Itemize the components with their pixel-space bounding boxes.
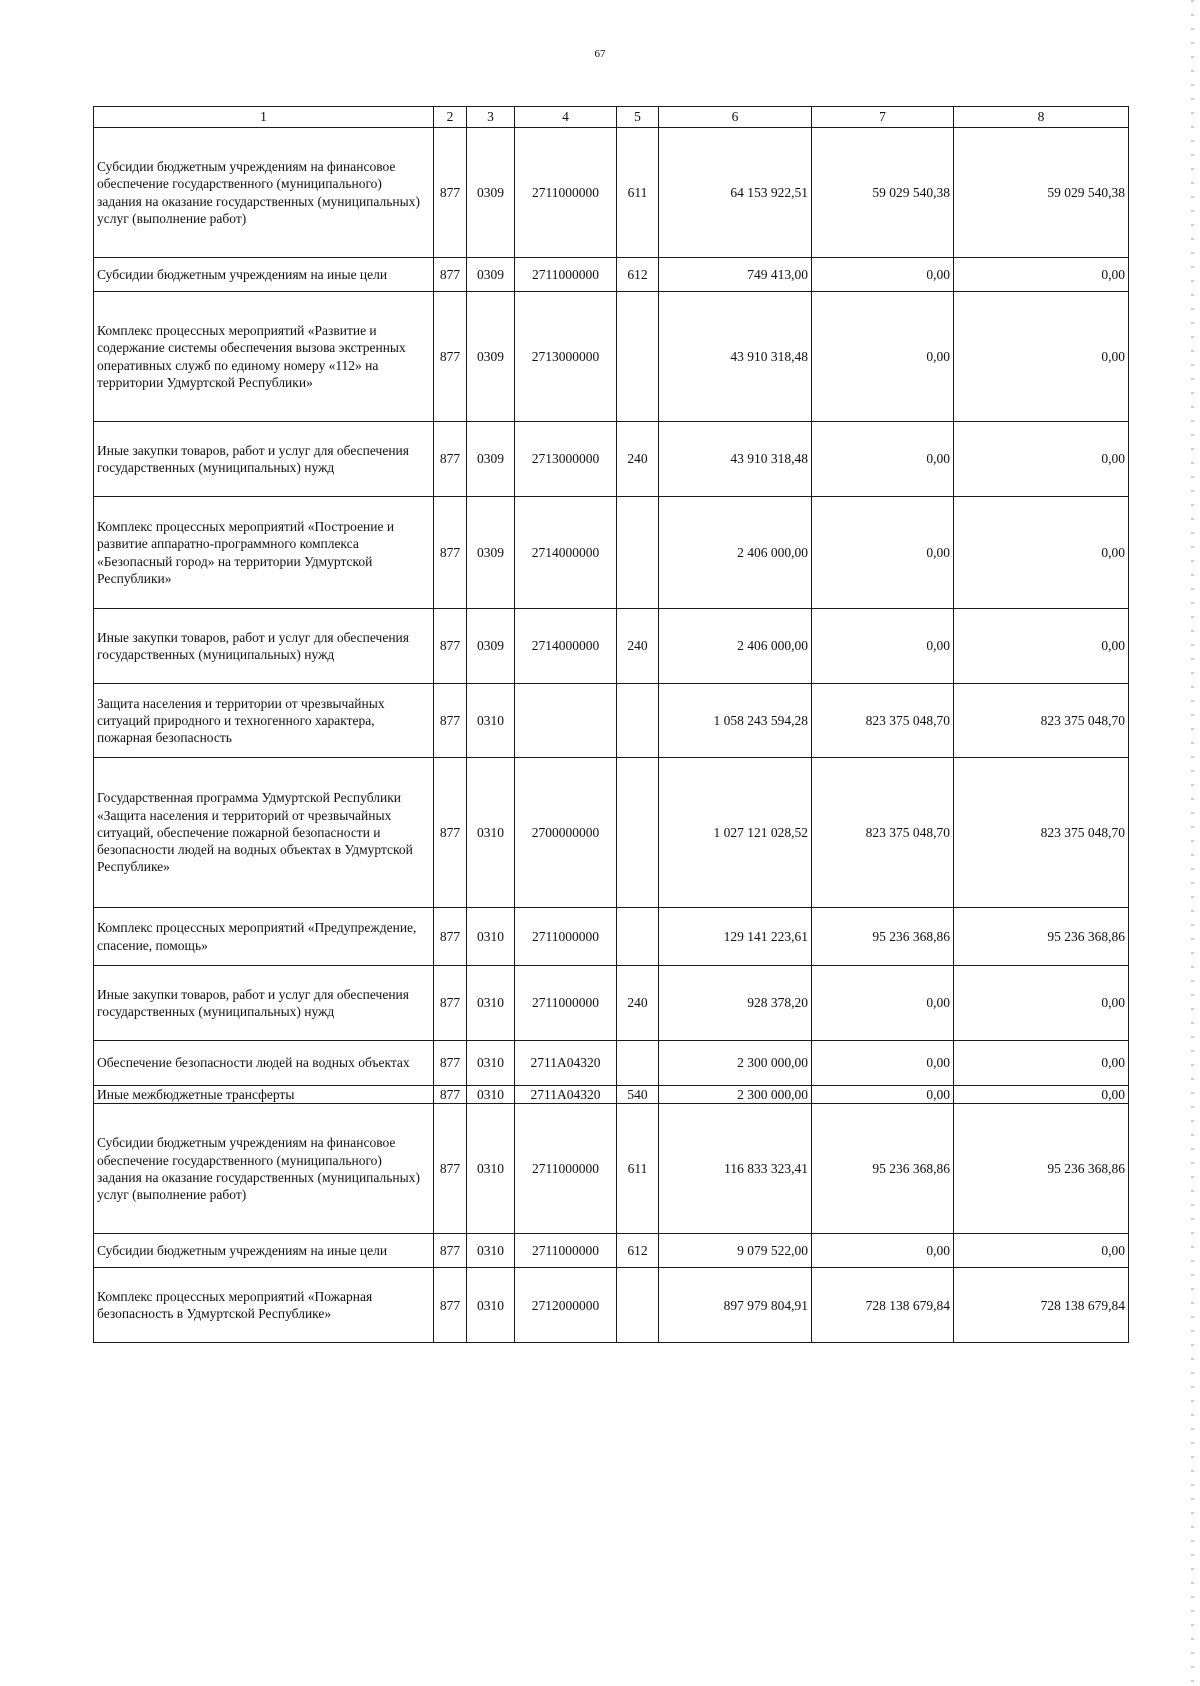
cell-expense-type: 612 [617, 1234, 659, 1268]
cell-amount-col8: 59 029 540,38 [954, 128, 1129, 258]
table-row [94, 966, 1129, 1041]
cell-section-code: 0310 [467, 684, 515, 758]
cell-amount-col8: 728 138 679,84 [954, 1268, 1129, 1343]
cell-section-code: 0309 [467, 292, 515, 422]
cell-amount-col8: 95 236 368,86 [954, 1104, 1129, 1234]
cell-amount-col8: 0,00 [954, 1086, 1129, 1104]
cell-amount-col7: 0,00 [812, 422, 954, 497]
cell-ministry-code: 877 [434, 258, 467, 292]
cell-ministry-code: 877 [434, 1268, 467, 1343]
table-body [94, 128, 1129, 1343]
header-col-2: 2 [434, 107, 467, 128]
cell-amount-col7: 0,00 [812, 258, 954, 292]
cell-amount-col8: 0,00 [954, 497, 1129, 609]
cell-amount-col7: 0,00 [812, 497, 954, 609]
row-name: Иные закупки товаров, работ и услуг для обеспечения государственных (муниципальных) нужд [94, 966, 434, 1041]
cell-ministry-code: 877 [434, 684, 467, 758]
cell-expense-type [617, 1268, 659, 1343]
cell-expense-type: 240 [617, 422, 659, 497]
cell-ministry-code: 877 [434, 908, 467, 966]
cell-target-article: 2713000000 [515, 292, 617, 422]
cell-amount-col7: 0,00 [812, 1234, 954, 1268]
cell-amount-col6: 64 153 922,51 [659, 128, 812, 258]
row-name: Иные закупки товаров, работ и услуг для обеспечения государственных (муниципальных) нужд [94, 609, 434, 684]
table-row [94, 128, 1129, 258]
cell-expense-type [617, 758, 659, 908]
header-col-4: 4 [515, 107, 617, 128]
cell-amount-col6: 749 413,00 [659, 258, 812, 292]
table-row [94, 292, 1129, 422]
cell-amount-col6: 928 378,20 [659, 966, 812, 1041]
cell-section-code: 0310 [467, 1234, 515, 1268]
cell-target-article: 2712000000 [515, 1268, 617, 1343]
cell-amount-col6: 2 406 000,00 [659, 609, 812, 684]
cell-ministry-code: 877 [434, 497, 467, 609]
cell-amount-col6: 116 833 323,41 [659, 1104, 812, 1234]
cell-section-code: 0310 [467, 1086, 515, 1104]
row-name: Комплекс процессных мероприятий «Построение и развитие аппаратно-программного комплекса «Безопасный город» на территории Удмуртской Республики» [94, 497, 434, 609]
cell-target-article: 2714000000 [515, 497, 617, 609]
cell-amount-col7: 823 375 048,70 [812, 684, 954, 758]
cell-amount-col6: 2 300 000,00 [659, 1086, 812, 1104]
cell-section-code: 0310 [467, 1104, 515, 1234]
cell-ministry-code: 877 [434, 1234, 467, 1268]
cell-target-article: 2711А04320 [515, 1086, 617, 1104]
header-col-5: 5 [617, 107, 659, 128]
row-name: Защита населения и территории от чрезвычайных ситуаций природного и техногенного характера, пожарная безопасность [94, 684, 434, 758]
cell-amount-col8: 0,00 [954, 1234, 1129, 1268]
cell-amount-col7: 0,00 [812, 292, 954, 422]
cell-section-code: 0309 [467, 258, 515, 292]
cell-amount-col8: 0,00 [954, 258, 1129, 292]
table-row [94, 1104, 1129, 1234]
row-name: Субсидии бюджетным учреждениям на иные цели [94, 258, 434, 292]
cell-expense-type [617, 292, 659, 422]
cell-ministry-code: 877 [434, 609, 467, 684]
row-name: Субсидии бюджетным учреждениям на финансовое обеспечение государственного (муниципального) задания на оказание государственных (муниципальных) услуг (выполнение работ) [94, 128, 434, 258]
cell-expense-type: 611 [617, 128, 659, 258]
cell-amount-col8: 823 375 048,70 [954, 684, 1129, 758]
cell-amount-col6: 43 910 318,48 [659, 292, 812, 422]
cell-amount-col8: 0,00 [954, 422, 1129, 497]
table-row [94, 609, 1129, 684]
cell-expense-type [617, 908, 659, 966]
row-name: Комплекс процессных мероприятий «Пожарная безопасность в Удмуртской Республике» [94, 1268, 434, 1343]
table-row [94, 422, 1129, 497]
row-name: Обеспечение безопасности людей на водных объектах [94, 1041, 434, 1086]
cell-section-code: 0309 [467, 609, 515, 684]
table-row [94, 908, 1129, 966]
budget-table [93, 106, 1129, 1343]
cell-expense-type: 240 [617, 609, 659, 684]
cell-amount-col6: 2 406 000,00 [659, 497, 812, 609]
header-col-1: 1 [94, 107, 434, 128]
header-col-7: 7 [812, 107, 954, 128]
row-name: Субсидии бюджетным учреждениям на иные цели [94, 1234, 434, 1268]
cell-expense-type: 612 [617, 258, 659, 292]
cell-amount-col7: 728 138 679,84 [812, 1268, 954, 1343]
header-col-3: 3 [467, 107, 515, 128]
cell-amount-col7: 0,00 [812, 1086, 954, 1104]
cell-expense-type [617, 1041, 659, 1086]
table-row [94, 1234, 1129, 1268]
table-row [94, 1041, 1129, 1086]
cell-target-article: 2713000000 [515, 422, 617, 497]
table-row [94, 684, 1129, 758]
cell-section-code: 0310 [467, 1268, 515, 1343]
row-name: Субсидии бюджетным учреждениям на финансовое обеспечение государственного (муниципального) задания на оказание государственных (муниципальных) услуг (выполнение работ) [94, 1104, 434, 1234]
cell-amount-col6: 897 979 804,91 [659, 1268, 812, 1343]
cell-expense-type: 611 [617, 1104, 659, 1234]
cell-section-code: 0309 [467, 128, 515, 258]
cell-expense-type: 540 [617, 1086, 659, 1104]
cell-ministry-code: 877 [434, 128, 467, 258]
cell-amount-col8: 0,00 [954, 966, 1129, 1041]
header-row [94, 107, 1129, 128]
cell-ministry-code: 877 [434, 1104, 467, 1234]
cell-ministry-code: 877 [434, 758, 467, 908]
cell-section-code: 0310 [467, 908, 515, 966]
cell-amount-col7: 0,00 [812, 609, 954, 684]
cell-amount-col7: 823 375 048,70 [812, 758, 954, 908]
cell-amount-col8: 823 375 048,70 [954, 758, 1129, 908]
row-name: Комплекс процессных мероприятий «Развитие и содержание системы обеспечения вызова экстренных оперативных служб по единому номеру «112» на территории Удмуртской Республики» [94, 292, 434, 422]
row-name: Комплекс процессных мероприятий «Предупреждение, спасение, помощь» [94, 908, 434, 966]
cell-target-article: 2711000000 [515, 1104, 617, 1234]
table-row [94, 497, 1129, 609]
header-col-8: 8 [954, 107, 1129, 128]
cell-amount-col7: 0,00 [812, 1041, 954, 1086]
cell-ministry-code: 877 [434, 966, 467, 1041]
cell-amount-col6: 1 058 243 594,28 [659, 684, 812, 758]
cell-amount-col6: 1 027 121 028,52 [659, 758, 812, 908]
cell-section-code: 0309 [467, 497, 515, 609]
cell-ministry-code: 877 [434, 1086, 467, 1104]
table-row [94, 258, 1129, 292]
cell-ministry-code: 877 [434, 422, 467, 497]
cell-expense-type [617, 497, 659, 609]
cell-target-article: 2711000000 [515, 908, 617, 966]
table-row [94, 1086, 1129, 1104]
scan-edge-artifact [1191, 0, 1194, 1686]
page-number: 67 [594, 48, 606, 60]
cell-target-article: 2711А04320 [515, 1041, 617, 1086]
cell-amount-col8: 95 236 368,86 [954, 908, 1129, 966]
cell-amount-col7: 59 029 540,38 [812, 128, 954, 258]
cell-expense-type [617, 684, 659, 758]
table-row [94, 1268, 1129, 1343]
table-row [94, 758, 1129, 908]
cell-section-code: 0310 [467, 758, 515, 908]
cell-amount-col6: 43 910 318,48 [659, 422, 812, 497]
cell-section-code: 0310 [467, 966, 515, 1041]
cell-target-article: 2714000000 [515, 609, 617, 684]
row-name: Иные закупки товаров, работ и услуг для обеспечения государственных (муниципальных) нужд [94, 422, 434, 497]
cell-target-article: 2700000000 [515, 758, 617, 908]
cell-target-article: 2711000000 [515, 1234, 617, 1268]
cell-amount-col8: 0,00 [954, 609, 1129, 684]
cell-amount-col7: 0,00 [812, 966, 954, 1041]
row-name: Государственная программа Удмуртской Республики «Защита населения и территорий от чрезвычайных ситуаций, обеспечение пожарной безопасности и безопасности людей на водных объектах в Удмуртской Республике» [94, 758, 434, 908]
cell-amount-col6: 2 300 000,00 [659, 1041, 812, 1086]
cell-section-code: 0309 [467, 422, 515, 497]
cell-target-article [515, 684, 617, 758]
cell-ministry-code: 877 [434, 1041, 467, 1086]
cell-expense-type: 240 [617, 966, 659, 1041]
cell-target-article: 2711000000 [515, 966, 617, 1041]
cell-amount-col8: 0,00 [954, 292, 1129, 422]
cell-target-article: 2711000000 [515, 258, 617, 292]
cell-amount-col6: 9 079 522,00 [659, 1234, 812, 1268]
cell-section-code: 0310 [467, 1041, 515, 1086]
cell-amount-col7: 95 236 368,86 [812, 1104, 954, 1234]
cell-amount-col6: 129 141 223,61 [659, 908, 812, 966]
cell-ministry-code: 877 [434, 292, 467, 422]
cell-target-article: 2711000000 [515, 128, 617, 258]
row-name: Иные межбюджетные трансферты [94, 1086, 434, 1104]
cell-amount-col7: 95 236 368,86 [812, 908, 954, 966]
header-col-6: 6 [659, 107, 812, 128]
cell-amount-col8: 0,00 [954, 1041, 1129, 1086]
